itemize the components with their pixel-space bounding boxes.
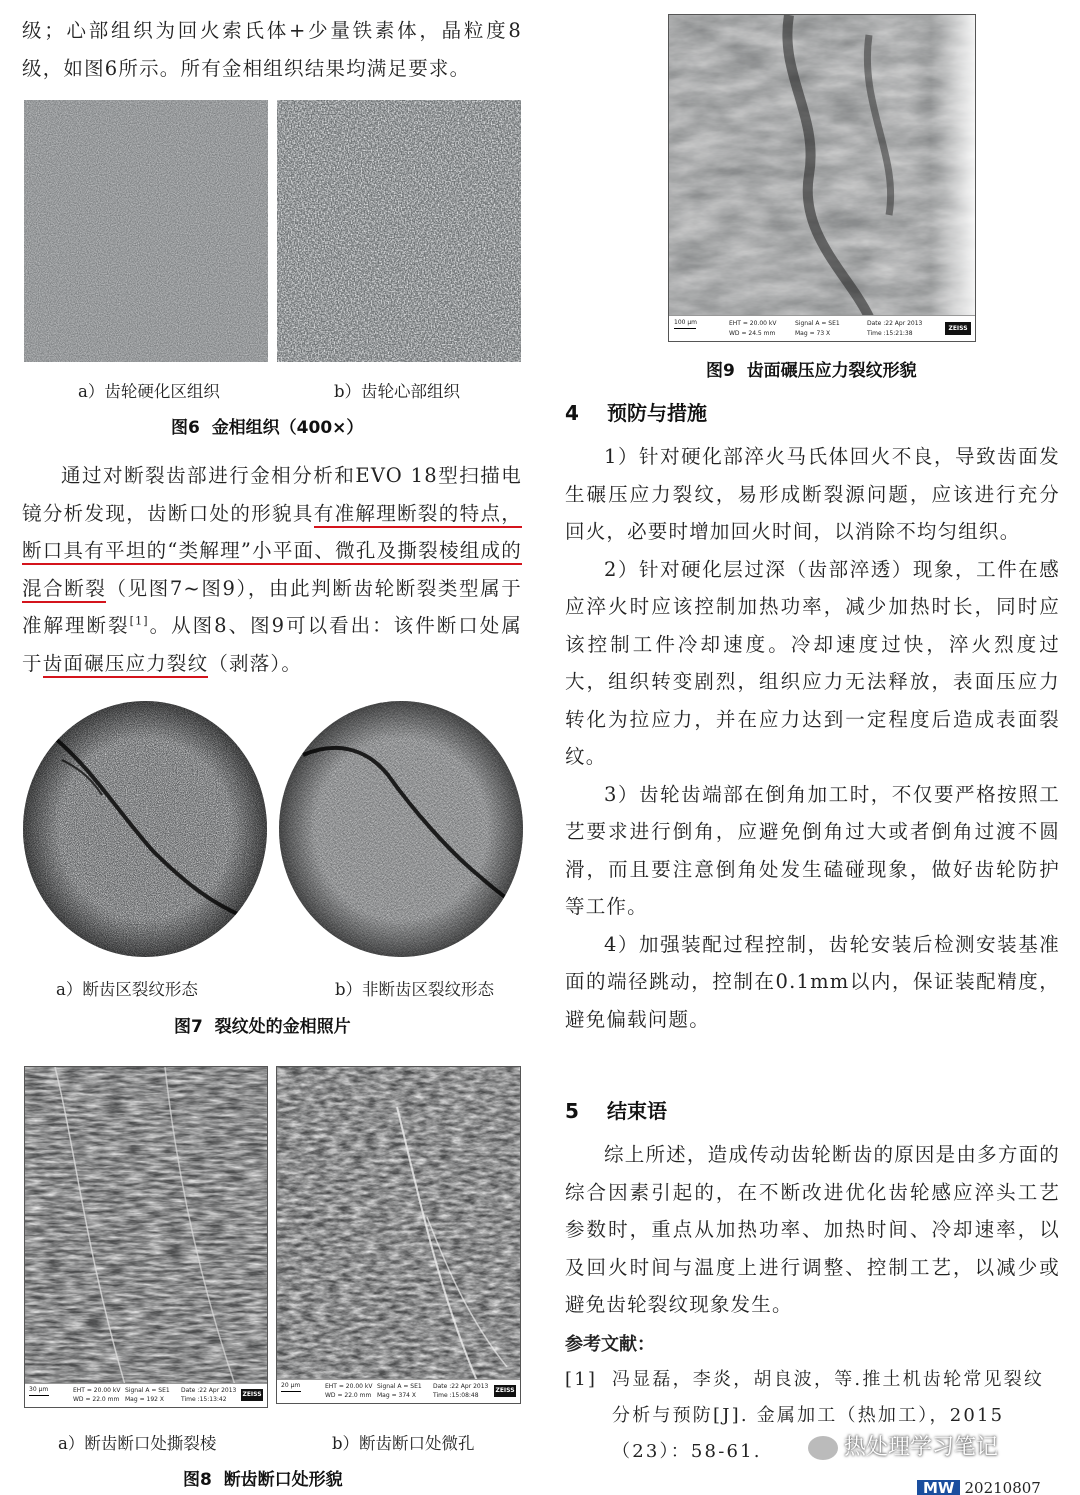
scale-bar-label: 30 μm — [29, 1386, 49, 1393]
analysis-text-1: 通过对断裂齿部进行金相分析和EVO 18型扫描电镜分析发现，齿断口处的形貌具 — [22, 464, 522, 525]
sem-date: Date :22 Apr 2013 — [433, 1383, 489, 1390]
micrograph-texture — [277, 100, 521, 362]
sem-wd: WD = 22.0 mm — [325, 1392, 372, 1399]
issue-date: 20210807 — [960, 1480, 1040, 1495]
fig6b-micrograph — [277, 100, 521, 362]
analysis-paragraph — [22, 457, 522, 682]
fig9-sem-databar — [669, 315, 975, 341]
sem-wd: WD = 24.5 mm — [729, 330, 776, 337]
sem-signal: Signal A = SE1 — [795, 320, 840, 327]
wechat-watermark — [808, 1430, 998, 1461]
sem-eht: EHT = 20.00 kV — [325, 1383, 373, 1390]
fig6-caption — [171, 413, 363, 438]
fig6-number: 图6 — [171, 418, 200, 438]
fig8-number: 图8 — [183, 1470, 212, 1490]
section4-heading — [565, 397, 707, 426]
zeiss-logo: ZEISS — [241, 1389, 263, 1401]
fig7a-micrograph — [22, 700, 268, 958]
fig6b-caption: b）齿轮心部组织 — [334, 382, 461, 401]
zeiss-logo: ZEISS — [494, 1385, 516, 1397]
underlined-rolling-crack: 齿面碾压应力裂纹 — [43, 652, 209, 678]
reference-1-label: [1] — [565, 1369, 598, 1390]
section4-body — [565, 438, 1060, 1038]
measure-2: 2）针对硬化层过深（齿部淬透）现象，工件在感应淬火时应该控制加热功率，减少加热时长，同时应该控制工件冷却速度。冷却速度过快，淬火烈度过大，组织转变剧烈，组织应力无法释放，表面压应力转化为拉应力，并在应力达到一定程度后造成表面裂纹。 — [565, 557, 1060, 768]
scale-bar — [281, 1391, 301, 1392]
sem-date: Date :22 Apr 2013 — [867, 320, 923, 327]
sem-mag: Mag = 192 X — [125, 1396, 164, 1403]
paragraph-continued: 级；心部组织为回火索氏体+少量铁素体，晶粒度8级，如图6所示。所有金相组织结果均满足要求。 — [22, 19, 522, 80]
conclusion-paragraph: 综上所述，造成传动齿轮断齿的原因是由多方面的综合因素引起的，在不断改进优化齿轮感应淬头工艺参数时，重点从加热功率、加热时间、冷却速率，以及回火时间与温度上进行调整、控制工艺，以减少或避免齿轮裂纹现象发生。 — [565, 1143, 1060, 1316]
sem-eht: EHT = 20.00 kV — [729, 320, 777, 327]
fig7a-caption: a）断齿区裂纹形态 — [56, 980, 198, 999]
journal-footer — [917, 1478, 1041, 1495]
fig7-number: 图7 — [174, 1017, 203, 1037]
section5-heading — [565, 1095, 667, 1124]
fig8a-sem-image — [24, 1066, 268, 1408]
round-micrograph — [278, 700, 524, 958]
fig8b-sem-databar — [277, 1379, 520, 1403]
zeiss-logo: ZEISS — [945, 322, 971, 335]
sem-texture — [277, 1067, 521, 1381]
sem-texture — [25, 1067, 268, 1385]
fig7b-caption: b）非断齿区裂纹形态 — [335, 980, 495, 999]
mw-logo: MW — [917, 1480, 960, 1495]
reference-1-text: 冯显磊，李炎，胡良波，等.推土机齿轮常见裂纹分析与预防[J]. 金属加工（热加工），2015（23）：58-61. — [612, 1369, 1045, 1462]
fig8-title: 断齿断口处形貌 — [223, 1470, 343, 1490]
micrograph-texture — [24, 100, 268, 362]
sem-mag: Mag = 73 X — [795, 330, 831, 337]
fig7-caption — [174, 1012, 351, 1037]
fig6a-micrograph — [24, 100, 268, 362]
reference-mark[interactable]: [1] — [129, 614, 149, 628]
sem-signal: Signal A = SE1 — [377, 1383, 422, 1390]
scale-bar-label: 100 μm — [674, 319, 698, 326]
underlined-quasi-cleavage: 有准解理断裂的特点，断口具有平坦的“类解理”小平面、微孔及撕裂棱组成的混合断裂 — [22, 502, 522, 603]
fig9-sem-image — [668, 14, 976, 342]
round-micrograph — [22, 700, 268, 958]
sem-time: Time :15:21:38 — [867, 330, 913, 337]
fig8b-sem-image — [276, 1066, 521, 1404]
fig9-number: 图9 — [706, 361, 735, 381]
section5-number: 5 — [565, 1099, 579, 1123]
references-heading: 参考文献： — [565, 1334, 655, 1355]
fig8a-caption: a）断齿断口处撕裂棱 — [58, 1434, 217, 1453]
sem-time: Time :15:08:48 — [433, 1392, 479, 1399]
section5-title: 结束语 — [607, 1099, 667, 1123]
fig7-title: 裂纹处的金相照片 — [214, 1017, 351, 1037]
fig7b-micrograph — [278, 700, 524, 958]
measure-1: 1）针对硬化部淬火马氏体回火不良，导致齿面发生碾压应力裂纹，易形成断裂源问题，应该进行充分回火，必要时增加回火时间，以消除不均匀组织。 — [565, 445, 1060, 543]
fig8b-caption: b）断齿断口处微孔 — [332, 1434, 475, 1453]
section4-number: 4 — [565, 401, 579, 425]
scale-bar — [29, 1395, 49, 1396]
analysis-text-2: （见图7~图9），由此判断齿轮断裂类型属于准解理断裂 — [22, 576, 522, 637]
analysis-text-3: 。从图8、图9可以看出：该件断口处属于 — [22, 614, 522, 675]
sem-wd: WD = 22.0 mm — [73, 1396, 120, 1403]
watermark-text: 热处理学习笔记 — [844, 1435, 999, 1460]
sem-texture — [669, 15, 976, 317]
scale-bar-label: 20 μm — [281, 1382, 301, 1389]
sem-date: Date :22 Apr 2013 — [181, 1387, 237, 1394]
section4-title: 预防与措施 — [607, 401, 707, 425]
fig6-title: 金相组织（400×） — [211, 418, 364, 438]
fig8-caption — [183, 1465, 343, 1490]
sem-time: Time :15:13:42 — [181, 1396, 227, 1403]
fig9-caption — [706, 356, 917, 381]
sem-mag: Mag = 374 X — [377, 1392, 416, 1399]
fig9-title: 齿面碾压应力裂纹形貌 — [746, 361, 917, 381]
measure-4: 4）加强装配过程控制，齿轮安装后检测安装基准面的端径跳动，控制在0.1mm以内，保证装配精度，避免偏载问题。 — [565, 932, 1060, 1031]
sem-signal: Signal A = SE1 — [125, 1387, 170, 1394]
fig8a-sem-databar — [25, 1383, 267, 1407]
analysis-text-4: （剥落）。 — [208, 651, 303, 675]
scale-bar — [674, 328, 696, 329]
sem-eht: EHT = 20.00 kV — [73, 1387, 121, 1394]
section5-body — [565, 1136, 1060, 1324]
fig6a-caption: a）齿轮硬化区组织 — [78, 382, 220, 401]
measure-3: 3）齿轮齿端部在倒角加工时，不仅要严格按照工艺要求进行倒角，应避免倒角过大或者倒角过渡不圆滑，而且要注意倒角处发生磕碰现象，做好齿轮防护等工作。 — [565, 782, 1060, 918]
wechat-icon — [808, 1436, 838, 1460]
